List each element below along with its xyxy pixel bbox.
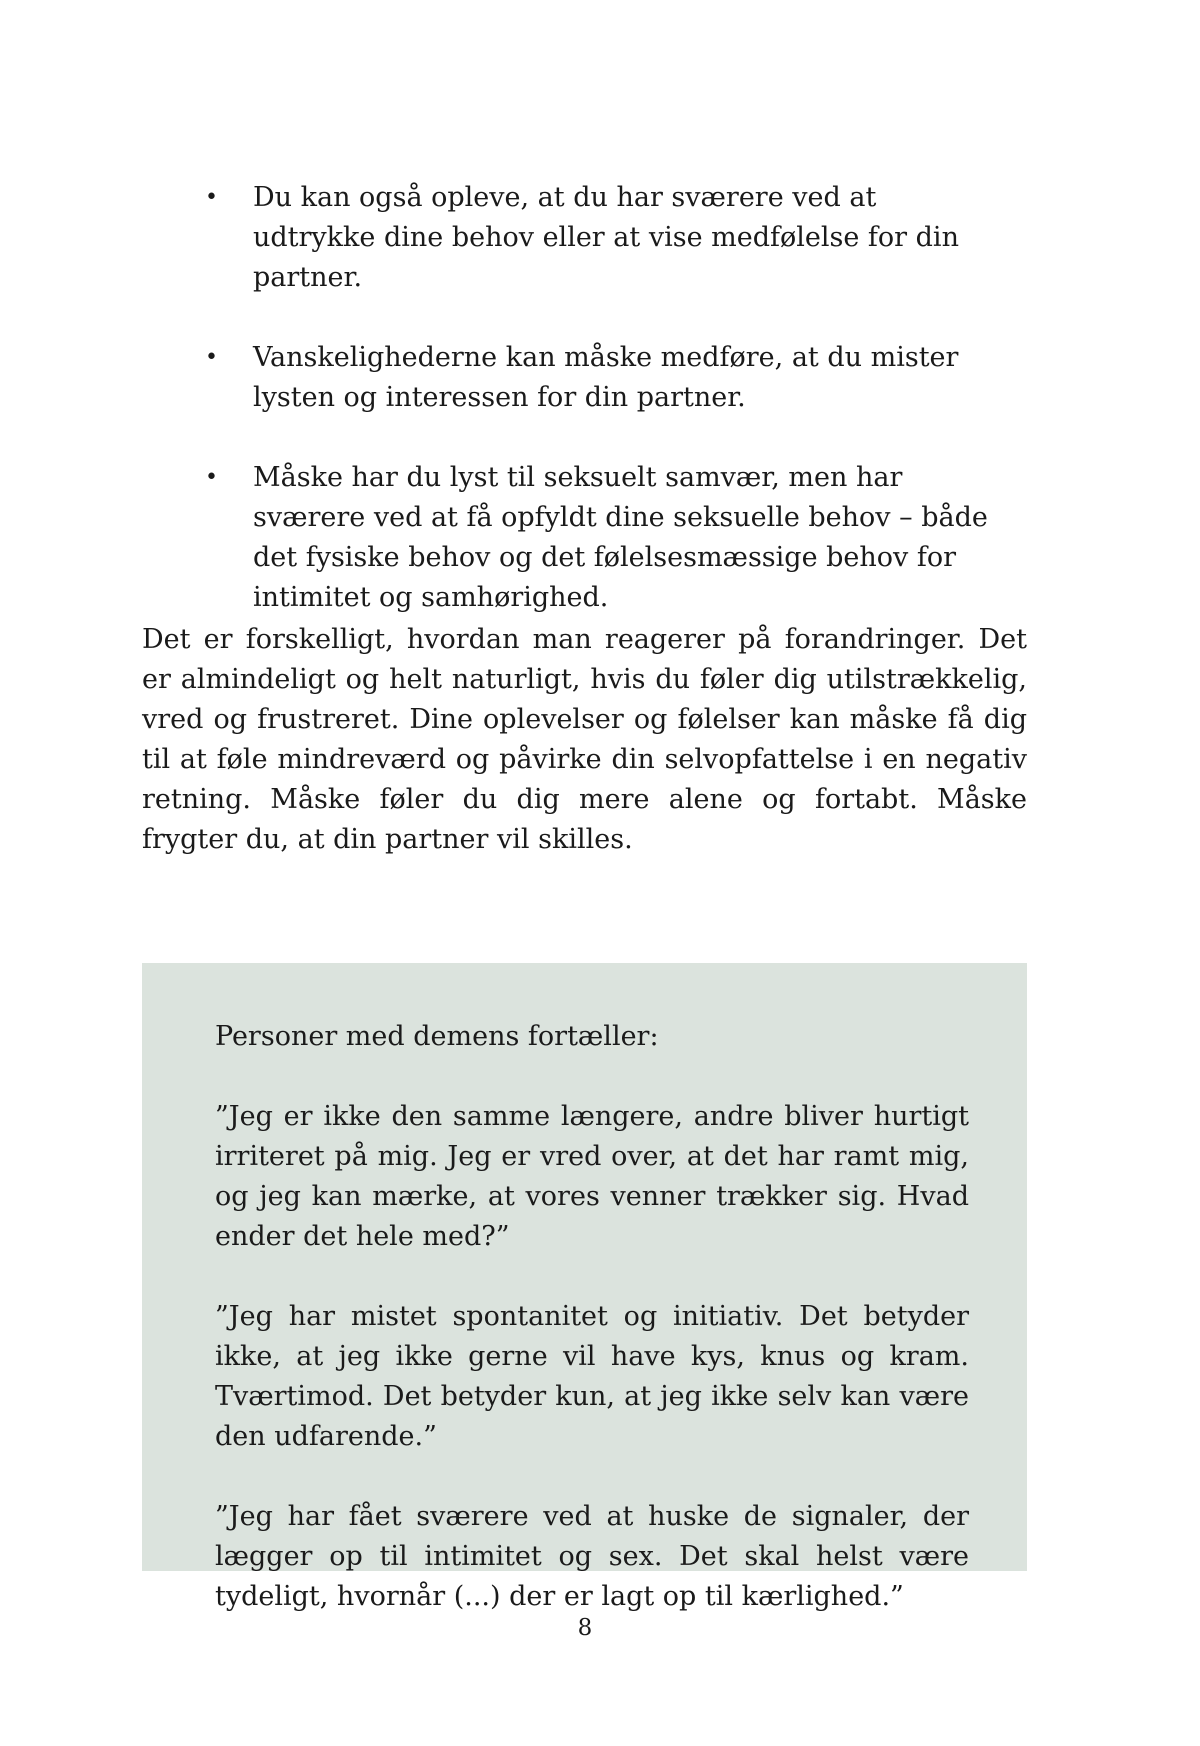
bullet-point: • [205, 465, 218, 490]
bullet-point: • [205, 345, 218, 370]
list-item [205, 178, 1005, 298]
list-item [205, 338, 1005, 418]
page-number: 8 [577, 1615, 593, 1641]
bullet-text: Måske har du lyst til seksuelt samvær, men har sværere ved at få opfyldt dine seksuelle behov – både det fysiske behov og det følelsesmæssige behov for intimitet og samhørighed. [253, 462, 988, 613]
bullet-text: Vanskelighederne kan måske medføre, at du mister lysten og interessen for din partner. [253, 342, 959, 413]
body-paragraph: Det er forskelligt, hvordan man reagerer på forandringer. Det er almindeligt og helt naturligt, hvis du føler dig utilstrækkelig, vred og frustreret. Dine oplevelser og følelser kan måske få dig til at føle mindreværd og påvirke din selvopfattelse i en negativ retning. Måske føler du dig mere alene og fortabt. Måske frygter du, at din partner vil skilles. [142, 624, 1027, 855]
list-item [205, 458, 1005, 618]
bullet-text: Du kan også opleve, at du har sværere ved at udtrykke dine behov eller at vise medfølelse for din partner. [253, 182, 959, 293]
quote: ”Jeg har mistet spontanitet og initiativ. Det betyder ikke, at jeg ikke gerne vil have kys, knus og kram. Tværtimod. Det betyder kun, at jeg ikke selv kan være den udfarende.” [215, 1301, 969, 1452]
quote-box [142, 963, 1027, 1612]
quote: ”Jeg er ikke den samme længere, andre bliver hurtigt irriteret på mig. Jeg er vred over, at det har ramt mig, og jeg kan mærke, at vores venner trækker sig. Hvad ender det hele med?” [215, 1101, 969, 1252]
bullet-list [205, 178, 1005, 618]
bullet-point: • [205, 185, 218, 210]
quote-box-heading: Personer med demens fortæller: [215, 1021, 659, 1052]
quote: ”Jeg har fået sværere ved at huske de signaler, der lægger op til intimitet og sex. Det skal helst være tydeligt, hvornår (...) der er lagt op til kærlighed.” [215, 1501, 969, 1612]
